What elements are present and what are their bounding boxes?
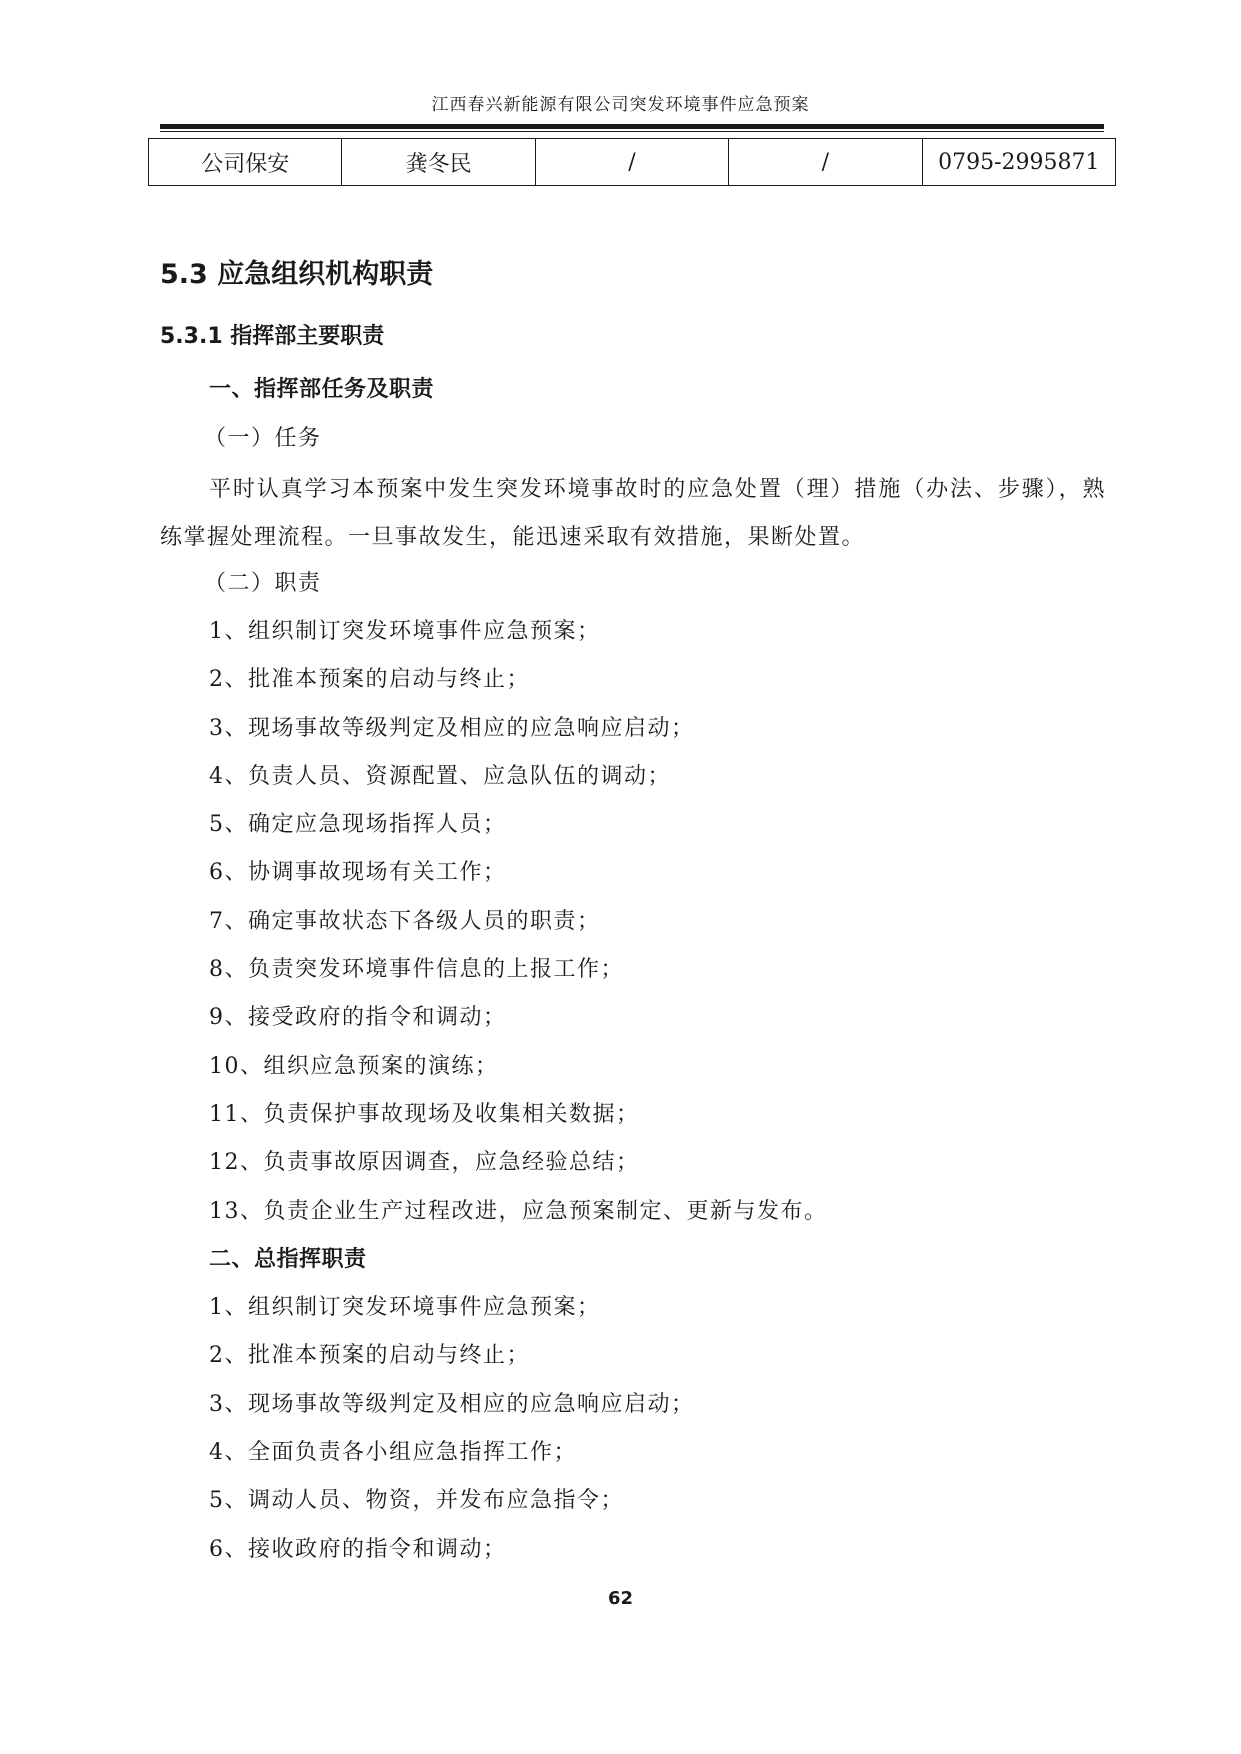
list-item: 5、确定应急现场指挥人员； xyxy=(209,812,507,837)
list-item: 6、协调事故现场有关工作； xyxy=(209,860,507,885)
table-cell-col4: / xyxy=(729,139,922,186)
task-paragraph: 平时认真学习本预案中发生突发环境事故时的应急处置（理）措施（办法、步骤），熟练掌握处理流程。一旦事故发生，能迅速采取有效措施，果断处置。 xyxy=(160,477,1106,550)
header-rule-thin xyxy=(160,131,1104,132)
list-item: 8、负责突发环境事件信息的上报工作； xyxy=(209,957,624,982)
list-item: 12、负责事故原因调查，应急经验总结； xyxy=(209,1150,640,1175)
table-cell-col3: / xyxy=(535,139,728,186)
page-number: 62 xyxy=(607,1588,634,1609)
task-heading: （一）任务 xyxy=(204,426,322,451)
list-item: 3、现场事故等级判定及相应的应急响应启动； xyxy=(209,716,695,741)
list-item: 1、组织制订突发环境事件应急预案； xyxy=(209,1295,601,1320)
list-item: 13、负责企业生产过程改进，应急预案制定、更新与发布。 xyxy=(209,1199,828,1224)
list-item: 7、确定事故状态下各级人员的职责； xyxy=(209,909,601,934)
list-item: 6、接收政府的指令和调动； xyxy=(209,1537,507,1562)
list-item: 4、负责人员、资源配置、应急队伍的调动； xyxy=(209,764,671,789)
subsection-heading: 5.3.1 指挥部主要职责 xyxy=(160,324,385,349)
list-item: 5、调动人员、物资，并发布应急指令； xyxy=(209,1488,624,1513)
contact-table xyxy=(148,138,1116,186)
table-cell-phone: 0795-2995871 xyxy=(922,139,1115,186)
list-item: 3、现场事故等级判定及相应的应急响应启动； xyxy=(209,1392,695,1417)
header-rule-thick xyxy=(160,124,1104,129)
list-item: 2、批准本预案的启动与终止； xyxy=(209,1343,530,1368)
list-item: 9、接受政府的指令和调动； xyxy=(209,1005,507,1030)
table-row xyxy=(149,139,1116,186)
list-item: 10、组织应急预案的演练； xyxy=(209,1054,499,1079)
document-header-title: 江西春兴新能源有限公司突发环境事件应急预案 xyxy=(431,95,810,115)
table-cell-role: 公司保安 xyxy=(149,139,342,186)
section-heading: 5.3 应急组织机构职责 xyxy=(160,259,434,290)
list-item: 2、批准本预案的启动与终止； xyxy=(209,667,530,692)
part2-heading: 二、总指挥职责 xyxy=(209,1247,367,1272)
duty-heading: （二）职责 xyxy=(204,571,322,596)
list-item: 4、全面负责各小组应急指挥工作； xyxy=(209,1440,577,1465)
list-item: 11、负责保护事故现场及收集相关数据； xyxy=(209,1102,640,1127)
list-item: 1、组织制订突发环境事件应急预案； xyxy=(209,619,601,644)
table-cell-name: 龚冬民 xyxy=(342,139,535,186)
part1-heading: 一、指挥部任务及职责 xyxy=(209,377,435,402)
